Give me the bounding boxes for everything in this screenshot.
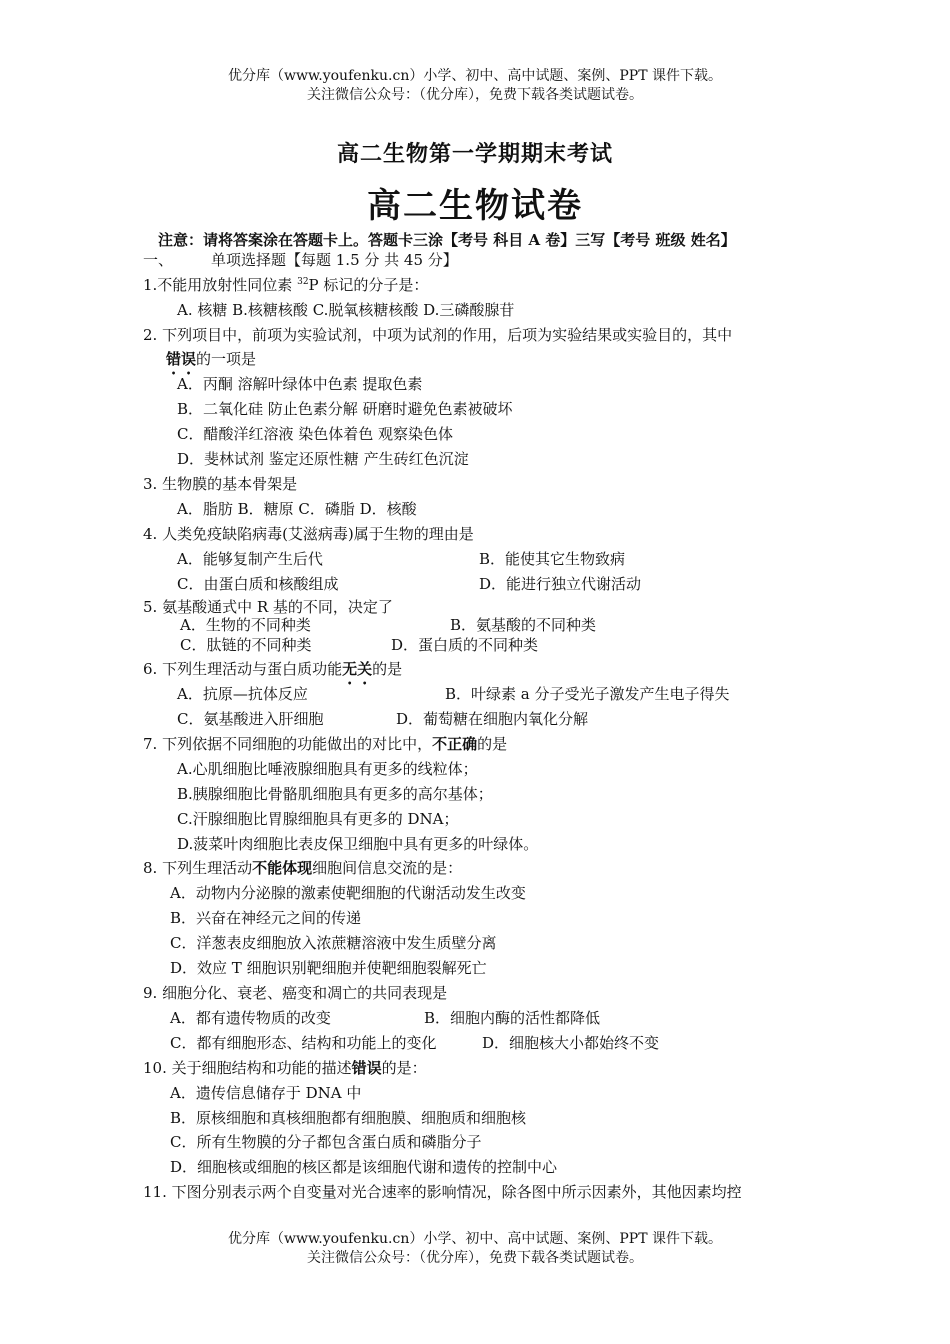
- section-heading: 单项选择题【每题 1.5 分 共 45 分】: [211, 251, 458, 269]
- q7-stem-a: 7. 下列依据不同细胞的功能做出的对比中，: [143, 735, 433, 753]
- question-5-stem: 5. 氨基酸通式中 R 基的不同，决定了: [143, 598, 393, 616]
- question-2-option-a: A．丙酮 溶解叶绿体中色素 提取色素: [177, 375, 423, 393]
- page-footer-line2: 关注微信公众号：（优分库），免费下载各类试题试卷。: [307, 1250, 643, 1266]
- question-7-option-c: C.汗腺细胞比胃腺细胞具有更多的 DNA；: [177, 810, 459, 828]
- question-9-option-d: D．细胞核大小都始终不变: [482, 1034, 660, 1052]
- page-header-line2: 关注微信公众号：（优分库），免费下载各类试题试卷。: [307, 87, 643, 103]
- q10-stem-b: 的是：: [381, 1059, 427, 1077]
- exam-notice: 注意：请将答案涂在答题卡上。答题卡三涂【考号 科目 A 卷】三写【考号 班级 姓名】: [158, 231, 736, 249]
- question-4-stem: 4. 人类免疫缺陷病毒(艾滋病毒)属于生物的理由是: [143, 525, 474, 543]
- question-4-option-d: D．能进行独立代谢活动: [479, 575, 642, 593]
- question-3-stem: 3. 生物膜的基本骨架是: [143, 475, 298, 493]
- question-9-option-b: B．细胞内酶的活性都降低: [424, 1009, 601, 1027]
- q7-stem-b: 的是: [477, 735, 508, 753]
- question-3-options: A．脂肪 B．糖原 C．磷脂 D．核酸: [177, 500, 417, 518]
- question-4-option-c: C．由蛋白质和核酸组成: [177, 575, 339, 593]
- question-8-option-d: D．效应 T 细胞识别靶细胞并使靶细胞裂解死亡: [170, 959, 487, 977]
- question-7-stem: [143, 734, 507, 754]
- question-10-option-c: C．所有生物膜的分子都包含蛋白质和磷脂分子: [170, 1133, 482, 1151]
- page-header-line1: 优分库（www.youfenku.cn）小学、初中、高中试题、案例、PPT 课件下载。: [227, 68, 722, 84]
- q8-stem-b: 细胞间信息交流的是：: [312, 859, 463, 877]
- q6-stem-a: 6. 下列生理活动与蛋白质功能: [143, 660, 343, 678]
- question-10-option-d: D．细胞核或细胞的核区都是该细胞代谢和遗传的控制中心: [170, 1158, 558, 1176]
- question-4-option-b: B．能使其它生物致病: [479, 550, 626, 568]
- question-2-option-b: B．二氧化硅 防止色素分解 研磨时避免色素被破坏: [177, 400, 513, 418]
- q10-stem-a: 10. 关于细胞结构和功能的描述: [143, 1059, 352, 1077]
- question-8-option-b: B．兴奋在神经元之间的传递: [170, 909, 362, 927]
- q8-emphasis: 不能体现: [252, 859, 313, 877]
- q6-stem-b: 的是: [372, 660, 403, 678]
- question-1-stem: [143, 275, 428, 295]
- question-8-stem: [143, 858, 462, 878]
- question-7-option-d: D.菠菜叶肉细胞比表皮保卫细胞中具有更多的叶绿体。: [177, 835, 539, 853]
- question-7-option-b: B.胰腺细胞比骨骼肌细胞具有更多的高尔基体；: [177, 785, 493, 803]
- q8-stem-a: 8. 下列生理活动: [143, 859, 253, 877]
- q2-emphasis: 错误: [166, 350, 197, 368]
- question-2-option-d: D．斐林试剂 鉴定还原性糖 产生砖红色沉淀: [177, 450, 469, 468]
- question-5-option-b: B．氨基酸的不同种类: [450, 616, 597, 634]
- question-6-option-d: D．葡萄糖在细胞内氧化分解: [396, 710, 589, 728]
- exam-subtitle: 高二生物第一学期期末考试: [336, 141, 613, 167]
- question-6-option-c: C．氨基酸进入肝细胞: [177, 710, 324, 728]
- q1-stem-a: 1.不能用放射性同位素: [143, 276, 298, 294]
- question-2-option-c: C．醋酸洋红溶液 染色体着色 观察染色体: [177, 425, 454, 443]
- question-8-option-a: A．动物内分泌腺的激素使靶细胞的代谢活动发生改变: [170, 884, 526, 902]
- q6-emphasis: 无关: [342, 660, 373, 678]
- question-4-option-a: A．能够复制产生后代: [177, 550, 323, 568]
- question-1-options: A. 核糖 B.核糖核酸 C.脱氧核糖核酸 D.三磷酸腺苷: [177, 301, 515, 319]
- page-footer-line1: 优分库（www.youfenku.cn）小学、初中、高中试题、案例、PPT 课件下载。: [227, 1231, 722, 1247]
- question-9-option-a: A．都有遗传物质的改变: [170, 1009, 331, 1027]
- q10-emphasis: 错误: [351, 1059, 382, 1077]
- question-7-option-a: A.心肌细胞比唾液腺细胞具有更多的线粒体；: [177, 760, 478, 778]
- question-2-stem: 2. 下列项目中，前项为实验试剂，中项为试剂的作用，后项为实验结果或实验目的，其中: [143, 326, 733, 344]
- exam-title: 高二生物试卷: [367, 186, 583, 226]
- question-5-option-c: C．肽链的不同种类: [180, 636, 312, 654]
- question-8-option-c: C．洋葱表皮细胞放入浓蔗糖溶液中发生质壁分离: [170, 934, 497, 952]
- question-10-option-a: A．遗传信息储存于 DNA 中: [170, 1084, 362, 1102]
- question-5-option-d: D．蛋白质的不同种类: [391, 636, 539, 654]
- question-10-stem: [143, 1058, 427, 1078]
- question-10-option-b: B．原核细胞和真核细胞都有细胞膜、细胞质和细胞核: [170, 1109, 527, 1127]
- question-6-option-b: B．叶绿素 a 分子受光子激发产生电子得失: [445, 685, 730, 703]
- section-number: 一、: [143, 251, 174, 269]
- question-11-stem: 11. 下图分别表示两个自变量对光合速率的影响情况，除各图中所示因素外，其他因素均控: [143, 1183, 742, 1201]
- question-9-stem: 9. 细胞分化、衰老、癌变和凋亡的共同表现是: [143, 984, 448, 1002]
- question-6-option-a: A．抗原—抗体反应: [177, 685, 308, 703]
- q2-stem-b: 的一项是: [196, 350, 257, 368]
- q7-emphasis: 不正确: [432, 735, 478, 753]
- question-5-option-a: A．生物的不同种类: [180, 616, 311, 634]
- q1-superscript: 32: [297, 277, 309, 287]
- q1-stem-b: P 标记的分子是：: [308, 276, 429, 294]
- question-9-option-c: C．都有细胞形态、结构和功能上的变化: [170, 1034, 437, 1052]
